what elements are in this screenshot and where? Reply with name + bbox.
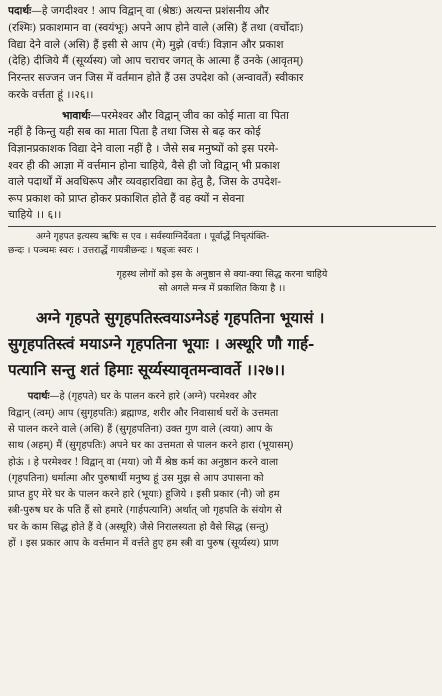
text-line: निरन्तर सज्जन जन जिस में वर्तमान होते हैं उस उपदेश को (अन्वावर्ते) स्वीकार bbox=[8, 72, 304, 85]
padartha-label: पदार्थः bbox=[8, 5, 32, 17]
divider bbox=[8, 226, 436, 227]
text-line: स्त्री-पुरुष घर के पति हैं सो हमारे (गार्हपत्यानि) अर्थात् जो गृहपति के संयोग से bbox=[8, 505, 282, 517]
text-line: रूप प्रकाश को प्राप्त होकर प्रकाशित होते हैं वह क्यों न सेवना bbox=[8, 191, 245, 205]
mantra-line: पत्यानि सन्तु शतं हिमाः सूर्य्यस्यावृतमन्वावर्ते ।।२७।। bbox=[8, 361, 285, 380]
padartha-label: पदार्थः bbox=[27, 391, 50, 403]
text-line: विद्या देने वाले (असि) हैं इसी से आप (मे) मुझे (वर्चः) विज्ञान और प्रकाश bbox=[8, 38, 284, 51]
mantra-verse bbox=[8, 305, 436, 383]
text-line: गृहस्थ लोगों को इस के अनुष्ठान से क्या-क्या सिद्ध करना चाहिये bbox=[116, 268, 328, 280]
text-line: (गृहपतिना) धर्मात्मा और पुरुषार्थी मनुष्य हूं उस मुझ से आप उपासना को bbox=[8, 472, 264, 484]
padartha-paragraph-1 bbox=[8, 3, 436, 104]
mantra-line: अग्ने गृहपते सुगृहपतिस्त्वयाऽग्नेऽहं गृहपतिना भूयासं । bbox=[36, 309, 325, 328]
bhavartha-label: भावार्थः bbox=[61, 108, 91, 122]
mantra-line: सुगृहपतिस्त्वं मयाऽग्ने गृहपतिना भूयाः । अस्थूरि णौ गार्ह- bbox=[8, 335, 315, 354]
text-line: नहीं है किन्तु यही सब का माता पिता है तथा जिस से बढ़ कर कोई bbox=[8, 125, 261, 139]
text-line: विज्ञानप्रकाशक विद्या देने वाला नहीं है । जैसे सब मनुष्यों को इस परमे- bbox=[8, 141, 279, 155]
text-line: साथ (अहम्) मैं (सुगृहपतिः) अपने घर का उत्तमता से पालन करने हारा (भूयासम्) bbox=[8, 440, 294, 452]
text-line: पदार्थः—हे जगदीश्वर ! आप विद्वान् वा (श्रेष्ठः) अत्यन्त प्रशंसनीय और bbox=[8, 5, 269, 17]
padartha-paragraph-2 bbox=[8, 389, 436, 552]
text-line: छन्दः । पञ्चमः स्वरः । उत्तरार्द्धे गायत्रीछन्दः । षड्जः स्वरः । bbox=[8, 244, 199, 256]
text-line: से पालन करने वाले (असि) हैं (सुगृहपतिना) उक्त गुण वाले (त्वया) आप के bbox=[8, 423, 273, 435]
text-line: विद्वान् (त्वम्) आप (सुगृहपतिः) ब्रह्माण्ड, शरीर और निवासार्थ घरों के उत्तमता bbox=[8, 407, 279, 419]
bhavartha-paragraph bbox=[8, 108, 436, 224]
text-line: श्वर ही की आज्ञा में वर्त्तमान होना चाहिये, वैसे ही जो विद्वान् भी प्रकाश bbox=[8, 158, 280, 172]
text-line: करके वर्त्तता हूं ।।२६।। bbox=[8, 88, 94, 101]
mantra-intro bbox=[8, 268, 436, 296]
text-line: हों । इस प्रकार आप के वर्त्तमान में वर्त्तते हुए हम स्त्री वा पुरुष (सूर्य्यस्य) प्राण bbox=[8, 538, 279, 549]
text-line: सो अगले मन्त्र में प्रकाशित किया है ।। bbox=[158, 282, 286, 294]
text-line: अग्ने गृहपत इत्यस्य ऋषिः स एव । सर्वस्याग्निर्देवता । पूर्वार्द्धे निचृत्पंक्ति- bbox=[36, 230, 270, 242]
text-line: वाले पदार्थों में अवधिरूप और व्यवहारविद्या का हेतु है, जिस के उपदेश- bbox=[8, 175, 281, 189]
text-line: भावार्थः—परमेश्वर और विद्वान् जीव का कोई माता वा पिता bbox=[61, 108, 289, 122]
text-line: पदार्थः—हे (गृहपते) घर के पालन करने हारे (अग्ने) परमेश्वर और bbox=[27, 391, 257, 403]
text-line: चाहिये ।। ६।। bbox=[8, 208, 62, 222]
text-line: (देहि) दीजिये मैं (सूर्य्यस्य) जो आप चराचर जगत् के आत्मा हैं उनके (आवृतम्) bbox=[8, 55, 304, 68]
text-line: (रश्मिः) प्रकाशमान वा (स्वयंभूः) अपने आप होने वाले (असि) हैं तथा (वर्चोदाः) bbox=[8, 21, 304, 34]
mantra-header bbox=[8, 230, 436, 258]
text-line: प्राप्त हुए मेरे घर के पालन करने हारे (भूयाः) हूजिये । इसी प्रकार (नौ) जो हम bbox=[8, 489, 280, 501]
text-line: होऊं । हे परमेश्वर ! विद्वान् वा (मया) जो मैं श्रेष्ठ कर्म का अनुष्ठान करने वाला bbox=[8, 456, 279, 468]
text-line: घर के काम सिद्ध होते हैं वे (अस्थूरि) जैसे निरालस्यता हो वैसे सिद्ध (सन्तु) bbox=[8, 521, 269, 533]
